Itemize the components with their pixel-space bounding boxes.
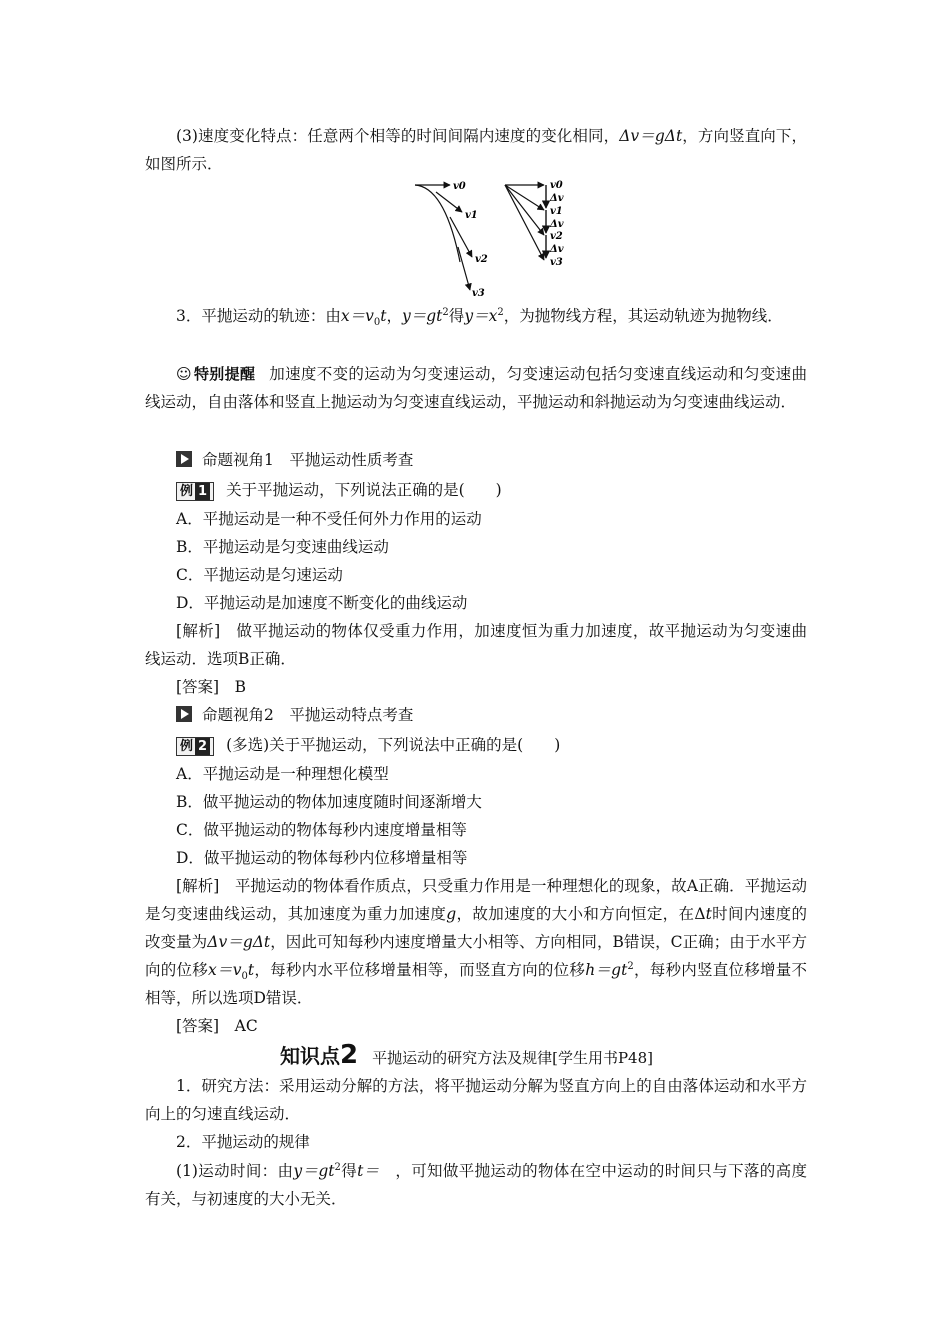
- ex1-option-a: A．平抛运动是一种不受任何外力作用的运动: [176, 510, 482, 528]
- ex2-formula-dv: Δv＝gΔt: [207, 933, 271, 951]
- label-v2-left: v2: [475, 254, 488, 265]
- ex2-formula-x-t: t: [247, 961, 255, 979]
- ex2-var-t: t: [705, 905, 712, 923]
- label-v3-right: v3: [550, 257, 563, 268]
- velocity-triangle-diagram: [505, 180, 564, 268]
- ex2-analysis-p5: ，每秒内水平位移增量相等，而竖直方向的位移: [254, 961, 586, 979]
- ex2-formula-h-sup: 2: [627, 960, 634, 972]
- example-1-badge: 例 1: [176, 482, 214, 501]
- ex1-option-b: B．平抛运动是匀变速曲线运动: [176, 538, 389, 556]
- example-2-badge: 例 2: [176, 737, 214, 756]
- trajectory-sep: ，: [386, 307, 402, 325]
- label-v0-right: v0: [550, 180, 563, 191]
- trajectory-mid: 得: [448, 307, 465, 325]
- formula-x: x＝v: [340, 307, 374, 325]
- ex1-answer: [176, 677, 246, 697]
- ex1-option-d: D．平抛运动是加速度不断变化的曲线运动: [176, 594, 468, 612]
- knowledge-point-number: 2: [340, 1040, 359, 1070]
- ex2-analysis-p3: 时间内速度的改变量为: [145, 905, 807, 951]
- velocity-formula: Δv＝gΔt: [619, 127, 683, 145]
- kp-time-mid: 得: [340, 1162, 358, 1180]
- label-v1-right: v1: [550, 206, 563, 217]
- label-dv3-right: Δv: [550, 244, 564, 255]
- formula-parabola-sup: 2: [497, 306, 504, 318]
- special-reminder: [145, 360, 807, 416]
- angle-heading-1: [176, 450, 413, 470]
- velocity-vector-figure: [400, 172, 590, 302]
- example-2-question: [176, 735, 560, 756]
- angle-heading-2: [176, 705, 413, 725]
- play-triangle-icon: [176, 451, 192, 467]
- ex2-formula-x: x＝v: [208, 961, 242, 979]
- ex2-option-c: C．做平抛运动的物体每秒内速度增量相等: [176, 821, 467, 839]
- reminder-label: 特别提醒: [193, 365, 256, 383]
- trajectory-tail: ，为抛物线方程，其运动轨迹为抛物线．: [503, 307, 783, 325]
- velocity-text-lead: (3)速度变化特点：任意两个相等的时间间隔内速度的变化相同，: [176, 127, 620, 145]
- ex2-formula-h: h＝gt: [585, 961, 628, 979]
- kp-time-lead: (1)运动时间：由: [176, 1162, 294, 1180]
- ex2-option-a: A．平抛运动是一种理想化模型: [176, 765, 389, 783]
- example-1-question-text: 关于平抛运动，下列说法正确的是( ): [226, 481, 502, 499]
- ex2-answer-label: [答案]: [176, 1017, 220, 1035]
- label-v1-left: v1: [465, 210, 478, 221]
- formula-y-sup: 2: [442, 306, 449, 318]
- velocity-change-paragraph: [145, 122, 807, 178]
- formula-parabola: y＝x: [464, 307, 498, 325]
- kp-time-tail: ，可知做平抛运动的物体在空中运动的时间只与下落的高度有关，与初速度的大小无关．: [145, 1162, 807, 1208]
- angle-1-text: 命题视角1 平抛运动性质考查: [202, 451, 414, 469]
- trajectory-paragraph: [145, 302, 807, 330]
- ex2-option-b: B．做平抛运动的物体加速度随时间逐渐增大: [176, 793, 482, 811]
- angle-2-text: 命题视角2 平抛运动特点考查: [202, 706, 414, 724]
- ex2-formula-x-sub: 0: [241, 971, 248, 983]
- ex1-answer-label: [答案]: [176, 678, 220, 696]
- kp-method-text: 1．研究方法：采用运动分解的方法，将平抛运动分解为竖直方向上的自由落体运动和水平方向上的匀速直线运动．: [145, 1077, 807, 1123]
- example-2-question-text: (多选)关于平抛运动，下列说法中正确的是( ): [226, 736, 561, 754]
- ex2-analysis-label: [解析]: [176, 877, 220, 895]
- label-v0-left: v0: [453, 181, 466, 192]
- trajectory-diagram: [415, 181, 488, 299]
- kp-time-formula-y-sup: 2: [334, 1161, 341, 1173]
- label-v2-right: v2: [550, 231, 563, 242]
- knowledge-point-title: 平抛运动的研究方法及规律[学生用书P48]: [372, 1049, 653, 1067]
- ex1-analysis-label: [解析]: [176, 622, 221, 640]
- kp-method-paragraph: [145, 1072, 807, 1128]
- ex2-analysis-p4: ，因此可知每秒内速度增量大小相等、方向相同，B错误，C正确；由于水平方向的位移: [145, 933, 807, 979]
- ex2-var-g: g: [446, 905, 457, 923]
- kp-time-paragraph: [145, 1157, 807, 1213]
- trajectory-lead: 3．平抛运动的轨迹：由: [176, 307, 341, 325]
- ex1-analysis: [145, 617, 807, 673]
- reminder-text: 加速度不变的运动为匀变速运动，匀变速运动包括匀变速直线运动和匀变速曲线运动，自由落体和竖直上抛运动为匀变速直线运动，平抛运动和斜抛运动为匀变速曲线运动．: [145, 365, 807, 411]
- ex1-analysis-text: 做平抛运动的物体仅受重力作用，加速度恒为重力加速度，故平抛运动为匀变速曲线运动．选项B正确．: [145, 622, 807, 668]
- smile-icon: ☺: [176, 365, 192, 383]
- ex2-analysis-p6: ，每秒内竖直位移增量不相等，所以选项D错误．: [145, 961, 807, 1007]
- ex2-option-d: D．做平抛运动的物体每秒内位移增量相等: [176, 849, 468, 867]
- velocity-text-tail: ，方向竖直向下，如图所示．: [145, 127, 807, 173]
- label-v3-left: v3: [472, 288, 485, 299]
- ex2-answer: [176, 1016, 258, 1036]
- formula-x-t: t: [380, 307, 387, 325]
- knowledge-point-label: 知识点: [280, 1044, 340, 1068]
- ex2-analysis: [145, 872, 807, 1012]
- label-dv1-right: Δv: [550, 193, 564, 204]
- kp-time-formula-t: t＝: [357, 1162, 380, 1180]
- ex2-analysis-p1: 平抛运动的物体看作质点，只受重力作用是一种理想化的现象，故A正确．平抛运动是匀变速曲线运动，其加速度为重力加速度: [145, 877, 807, 923]
- ex1-option-c: C．平抛运动是匀速运动: [176, 566, 343, 584]
- example-1-question: [176, 480, 502, 501]
- label-dv2-right: Δv: [550, 219, 564, 230]
- ex2-analysis-p2: ，故加速度的大小和方向恒定，在Δ: [456, 905, 706, 923]
- formula-x-sub: 0: [373, 317, 381, 329]
- play-triangle-icon: [176, 706, 192, 722]
- ex2-answer-value: AC: [234, 1017, 258, 1035]
- kp-time-formula-y: y＝gt: [293, 1162, 335, 1180]
- formula-y: y＝gt: [402, 307, 443, 325]
- ex1-answer-value: B: [234, 678, 247, 696]
- knowledge-point-heading: [280, 1040, 653, 1073]
- kp-rules-heading: 2．平抛运动的规律: [176, 1133, 310, 1151]
